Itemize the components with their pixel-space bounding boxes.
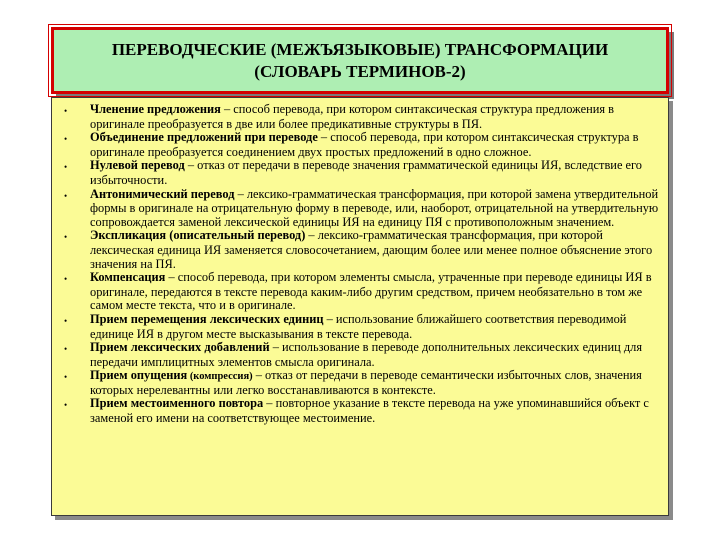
term-definition: – использование в переводе дополнительных лексических единиц для передачи имплицитных элементов смысла оригинала. [90, 340, 643, 369]
term-name: Объединение предложений при переводе [90, 130, 318, 145]
term-definition: – отказ от передачи в переводе значения грамматической единицы ИЯ, вследствие его избыточности. [90, 158, 643, 187]
terms-panel [51, 97, 669, 516]
term-name: Прием лексических добавлений [90, 340, 270, 355]
bullet-icon: • [64, 106, 68, 116]
list-item [60, 397, 660, 425]
term-definition: – лексико-грамматическая трансформация, при которой лексическая единица ИЯ заменяется словосочетанием, дающим более или менее полное объяснение этого значения на ПЯ. [90, 228, 653, 271]
term-definition: – способ перевода, при котором синтаксическая структура в оригинале преобразуется соединением двух простых предложений в одно сложное. [90, 130, 639, 159]
term-name: Нулевой перевод [90, 158, 185, 173]
list-item [60, 131, 660, 159]
list-item [60, 229, 660, 271]
terms-list [52, 98, 668, 426]
list-item [60, 103, 660, 131]
term-name: Прием перемещения лексических единиц [90, 311, 324, 326]
bullet-icon: • [64, 344, 68, 355]
term-definition: – способ перевода, при котором синтаксическая структура предложения в оригинале преобразуется в две или более предикативные структуры в ПЯ. [90, 102, 614, 131]
bullet-icon: • [64, 372, 68, 383]
term-name: Прием опущения [90, 368, 188, 383]
bullet-icon: • [64, 162, 68, 173]
list-item [60, 188, 660, 230]
term-name: Экспликация (описательный перевод) [90, 228, 306, 243]
bullet-icon: • [64, 134, 68, 145]
bullet-icon: • [64, 232, 68, 243]
list-item [60, 369, 660, 397]
slide-title-line-1: ПЕРЕВОДЧЕСКИЕ (МЕЖЪЯЗЫКОВЫЕ) ТРАНСФОРМАЦИИ [111, 39, 609, 59]
term-definition: – способ перевода, при котором элементы смысла, утраченные при переводе единицы ИЯ в оригинале, передаются в тексте перевода каким-либо другим средством, причем необязательно в том же самом месте текста, что и в оригинале. [90, 270, 652, 313]
term-name: Антонимический перевод [90, 186, 235, 201]
term-note: (компрессия) [187, 371, 253, 383]
term-name: Компенсация [90, 270, 166, 285]
list-item [60, 271, 660, 313]
bullet-icon: • [64, 315, 68, 326]
term-definition: – повторное указание в тексте перевода на уже упоминавшийся объект с заменой его имени на соответствующее местоимение. [90, 396, 649, 426]
bullet-icon: • [64, 190, 68, 201]
slide-title-line-2: (СЛОВАРЬ ТЕРМИНОВ-2) [254, 61, 466, 81]
term-definition: – отказ от передачи в переводе семантически избыточных слов, значения которых нерелевантны или легко восстанавливаются в контексте. [90, 368, 642, 397]
term-definition: – использование ближайшего соответствия переводимой единице ИЯ в другом месте высказывания в тексте перевода. [90, 311, 627, 341]
list-item [60, 341, 660, 369]
list-item [60, 159, 660, 187]
bullet-icon: • [64, 400, 68, 411]
term-definition: – лексико-грамматическая трансформация, при которой замена утвердительной формы в оригинале на отрицательную форму в переводе, или, наоборот, отрицательной на утвердительную сопровождается заменой лексической единицы ИЯ на единицу ПЯ с противоположным значением. [90, 186, 659, 229]
slide-title-box [51, 27, 669, 94]
bullet-icon: • [64, 274, 68, 285]
term-name: Членение предложения [90, 102, 221, 116]
list-item [60, 313, 660, 341]
term-name: Прием местоименного повтора [90, 396, 264, 411]
